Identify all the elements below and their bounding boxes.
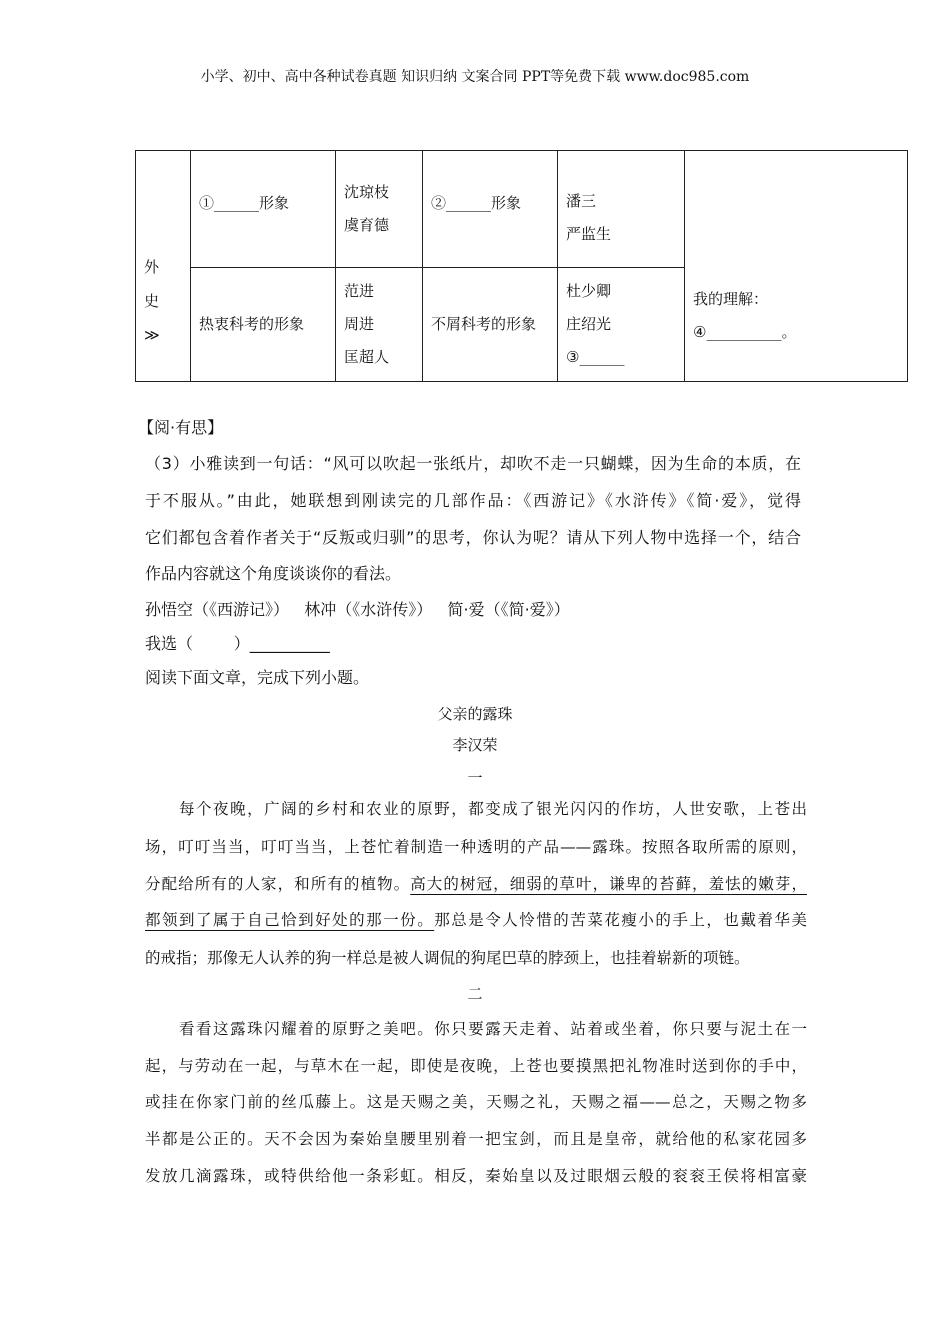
article-title: 父亲的露珠 <box>437 705 513 723</box>
paragraph-line: 起，与劳动在一起，与草木在一起，即使是夜晚，上苍也要摸黑把礼物准时送到你的手中， <box>145 1057 807 1075</box>
question-line: 作品内容就这个角度谈谈你的看法。 <box>145 564 402 583</box>
book-cell <box>136 151 191 382</box>
paragraph-line: 发放几滴露珠，或特供给他一条彩虹。相反，秦始皇以及过眼烟云般的衮衮王侯将相富豪 <box>145 1167 807 1185</box>
book-char: 外 <box>144 258 160 276</box>
name: 匡超人 <box>344 348 390 366</box>
name: 沈琼枝 <box>344 183 390 201</box>
name: 虞育德 <box>344 216 390 234</box>
names-cell <box>558 151 685 268</box>
name: 庄绍光 <box>566 315 612 333</box>
name: 周进 <box>344 315 375 333</box>
type-cell: 不屑科考的形象 <box>423 268 558 382</box>
paragraph-line: 的戒指；那像无人认养的狗一样总是被人调侃的狗尾巴草的脖颈上，也挂着崭新的项链。 <box>145 949 750 967</box>
paragraph-line: 半都是公正的。天不会因为秦始皇腰里别着一把宝剑，而且是皇帝，就给他的私家花园多 <box>145 1130 807 1148</box>
page-header: 小学、初中、高中各种试卷真题 知识归纳 文案合同 PPT等免费下载 www.doc985.com <box>200 69 750 85</box>
name: 杜少卿 <box>566 282 612 300</box>
blank-3: ③______ <box>566 348 625 366</box>
question-line: 于不服从。”由此，她联想到刚读完的几部作品：《西游记》《水浒传》《简·爱》，觉得 <box>145 491 801 510</box>
answer-pick[interactable]: 我选（ ）__________ <box>145 634 330 653</box>
book-char: 史 <box>144 292 160 310</box>
instruction: 阅读下面文章，完成下列小题。 <box>145 668 370 687</box>
paragraph-line: 看看这露珠闪耀着的原野之美吧。你只要露天走着、站着或坐着，你只要与泥土在一 <box>145 1020 807 1038</box>
paragraph-line <box>145 872 807 896</box>
underlined-text: 高大的树冠，细弱的草叶，谦卑的苔藓，羞怯的嫩芽， <box>410 875 807 893</box>
section-number: 二 <box>467 985 483 1003</box>
name: 潘三 <box>566 192 597 210</box>
question-line: （3）小雅读到一句话：“风可以吹起一张纸片，却吹不走一只蝴蝶，因为生命的本质，在 <box>145 454 801 473</box>
question-line: 它们都包含着作者关于“反叛或归驯”的思考，你认为呢？请从下列人物中选择一个，结合 <box>145 528 801 547</box>
character-table <box>135 150 908 382</box>
book-char: ≫ <box>144 326 160 344</box>
text: 分配给所有的人家，和所有的植物。 <box>145 875 411 893</box>
paragraph-line: 场，叮叮当当，叮叮当当，上苍忙着制造一种透明的产品——露珠。按照各取所需的原则， <box>145 838 807 856</box>
understanding-label: 我的理解： <box>693 290 769 308</box>
names-cell <box>558 268 685 382</box>
names-cell <box>336 268 423 382</box>
underlined-text: 都领到了属于自己恰到好处的那一份。 <box>145 911 435 929</box>
type-cell: 热衷科考的形象 <box>191 268 336 382</box>
name: 严监生 <box>566 225 612 243</box>
article-author: 李汉荣 <box>452 736 498 754</box>
understanding-cell <box>685 151 908 382</box>
blank-2-cell: ②______形象 <box>423 151 558 268</box>
blank-4: ④__________。 <box>693 323 797 341</box>
section-heading: 【阅·有思】 <box>138 418 224 437</box>
section-number: 一 <box>467 769 483 787</box>
choices-line: 孙悟空（《西游记》） 林冲（《水浒传》） 简·爱（《简·爱》） <box>145 600 570 619</box>
name: 范进 <box>344 282 375 300</box>
names-cell <box>336 151 423 268</box>
text: 那总是令人怜惜的苦菜花瘦小的手上，也戴着华美 <box>434 911 807 929</box>
paragraph-line <box>145 908 807 932</box>
paragraph-line: 每个夜晚，广阔的乡村和农业的原野，都变成了银光闪闪的作坊，人世安歌，上苍出 <box>145 800 807 818</box>
blank-1-cell: ①______形象 <box>191 151 336 268</box>
paragraph-line: 或挂在你家门前的丝瓜藤上。这是天赐之美，天赐之礼，天赐之福——总之，天赐之物多 <box>145 1093 807 1111</box>
